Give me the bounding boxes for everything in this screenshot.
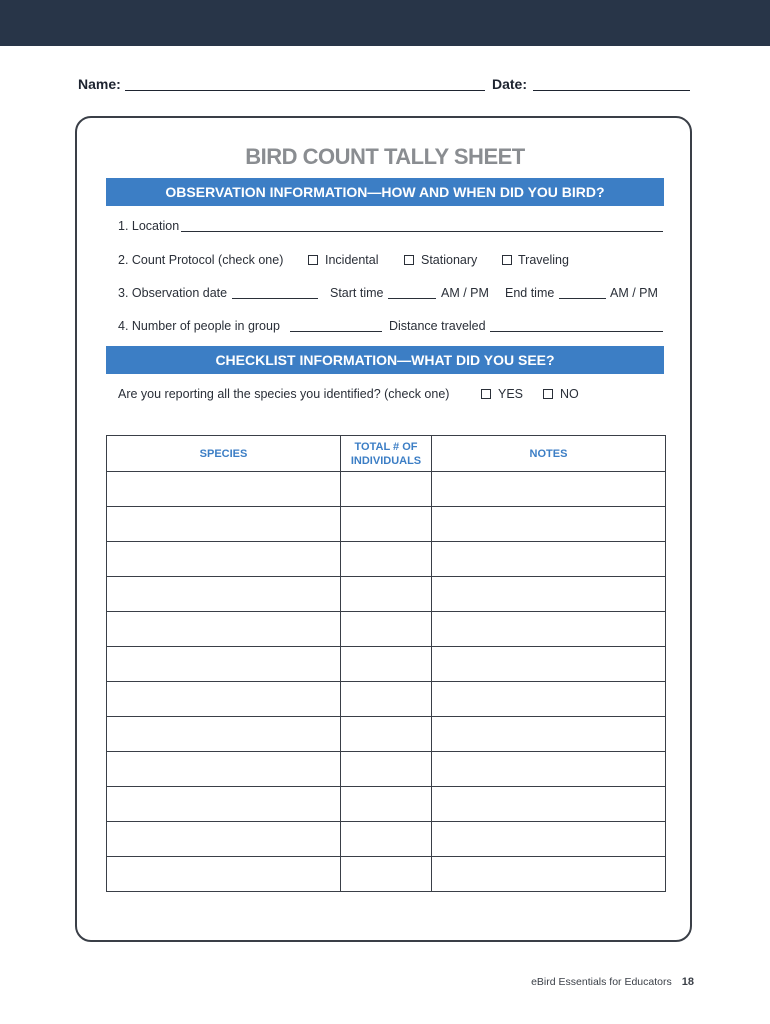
checklist-heading: CHECKLIST INFORMATION—WHAT DID YOU SEE? <box>106 346 664 374</box>
table-row <box>107 682 666 717</box>
notes-cell[interactable] <box>432 822 666 857</box>
people-label: 4. Number of people in group <box>118 319 280 333</box>
table-row <box>107 542 666 577</box>
table-row <box>107 857 666 892</box>
name-field[interactable] <box>125 90 485 91</box>
name-label: Name: <box>78 76 121 92</box>
incidental-label: Incidental <box>325 253 379 267</box>
species-cell[interactable] <box>107 472 341 507</box>
reporting-question: Are you reporting all the species you identified? (check one) <box>118 387 450 401</box>
species-cell[interactable] <box>107 857 341 892</box>
total-cell[interactable] <box>341 787 432 822</box>
reporting-row <box>118 387 588 403</box>
protocol-label: 2. Count Protocol (check one) <box>118 253 284 267</box>
species-cell[interactable] <box>107 612 341 647</box>
end-time-field[interactable] <box>559 298 606 299</box>
traveling-label: Traveling <box>518 253 569 267</box>
notes-cell[interactable] <box>432 577 666 612</box>
species-cell[interactable] <box>107 577 341 612</box>
table-row <box>107 717 666 752</box>
start-time-field[interactable] <box>388 298 436 299</box>
table-row <box>107 787 666 822</box>
end-time-label: End time <box>505 286 555 300</box>
table-row <box>107 577 666 612</box>
page-footer <box>531 976 694 988</box>
name-date-line <box>78 76 690 94</box>
total-cell[interactable] <box>341 822 432 857</box>
table-row <box>107 752 666 787</box>
tally-body <box>107 472 666 892</box>
total-cell[interactable] <box>341 717 432 752</box>
total-cell[interactable] <box>341 542 432 577</box>
total-cell[interactable] <box>341 612 432 647</box>
incidental-checkbox[interactable] <box>308 255 318 265</box>
distance-label: Distance traveled <box>389 319 486 333</box>
total-cell[interactable] <box>341 577 432 612</box>
end-ampm: AM / PM <box>610 286 658 300</box>
time-row <box>118 286 663 302</box>
notes-cell[interactable] <box>432 647 666 682</box>
protocol-row <box>118 253 663 269</box>
notes-cell[interactable] <box>432 857 666 892</box>
notes-cell[interactable] <box>432 682 666 717</box>
location-label: 1. Location <box>118 219 180 233</box>
notes-cell[interactable] <box>432 542 666 577</box>
start-time-label: Start time <box>330 286 384 300</box>
species-cell[interactable] <box>107 682 341 717</box>
stationary-checkbox[interactable] <box>404 255 414 265</box>
date-label: Date: <box>492 76 528 92</box>
table-row <box>107 647 666 682</box>
location-field[interactable] <box>181 231 663 232</box>
no-checkbox[interactable] <box>543 389 553 399</box>
observation-date-label: 3. Observation date <box>118 286 228 300</box>
top-banner <box>0 0 770 46</box>
people-field[interactable] <box>290 331 382 332</box>
total-column-header <box>341 436 432 472</box>
species-cell[interactable] <box>107 647 341 682</box>
table-header-row <box>107 436 666 472</box>
species-column-header: SPECIES <box>107 436 341 472</box>
no-label: NO <box>560 387 579 401</box>
stationary-label: Stationary <box>421 253 478 267</box>
notes-cell[interactable] <box>432 717 666 752</box>
total-cell[interactable] <box>341 857 432 892</box>
notes-column-header: NOTES <box>432 436 666 472</box>
observation-heading: OBSERVATION INFORMATION—HOW AND WHEN DID YOU BIRD? <box>106 178 664 206</box>
sheet-title: BIRD COUNT TALLY SHEET <box>245 144 525 169</box>
species-cell[interactable] <box>107 787 341 822</box>
traveling-checkbox[interactable] <box>502 255 512 265</box>
yes-label: YES <box>498 387 524 401</box>
total-cell[interactable] <box>341 472 432 507</box>
notes-cell[interactable] <box>432 787 666 822</box>
notes-cell[interactable] <box>432 612 666 647</box>
species-cell[interactable] <box>107 822 341 857</box>
total-cell[interactable] <box>341 507 432 542</box>
start-ampm: AM / PM <box>441 286 489 300</box>
table-row <box>107 472 666 507</box>
total-header-line2: INDIVIDUALS <box>350 454 422 467</box>
species-cell[interactable] <box>107 717 341 752</box>
total-cell[interactable] <box>341 752 432 787</box>
date-field[interactable] <box>533 90 690 91</box>
total-header-line1: TOTAL # OF <box>354 440 418 453</box>
species-cell[interactable] <box>107 752 341 787</box>
species-cell[interactable] <box>107 542 341 577</box>
notes-cell[interactable] <box>432 752 666 787</box>
observation-date-field[interactable] <box>232 298 318 299</box>
table-row <box>107 507 666 542</box>
total-cell[interactable] <box>341 682 432 717</box>
total-cell[interactable] <box>341 647 432 682</box>
footer-text: eBird Essentials for Educators <box>531 976 672 988</box>
distance-field[interactable] <box>490 331 663 332</box>
table-row <box>107 822 666 857</box>
notes-cell[interactable] <box>432 472 666 507</box>
table-row <box>107 612 666 647</box>
tally-table <box>106 435 666 892</box>
people-row <box>118 319 663 335</box>
notes-cell[interactable] <box>432 507 666 542</box>
species-cell[interactable] <box>107 507 341 542</box>
yes-checkbox[interactable] <box>481 389 491 399</box>
page-number: 18 <box>681 976 694 988</box>
location-row <box>118 219 663 235</box>
